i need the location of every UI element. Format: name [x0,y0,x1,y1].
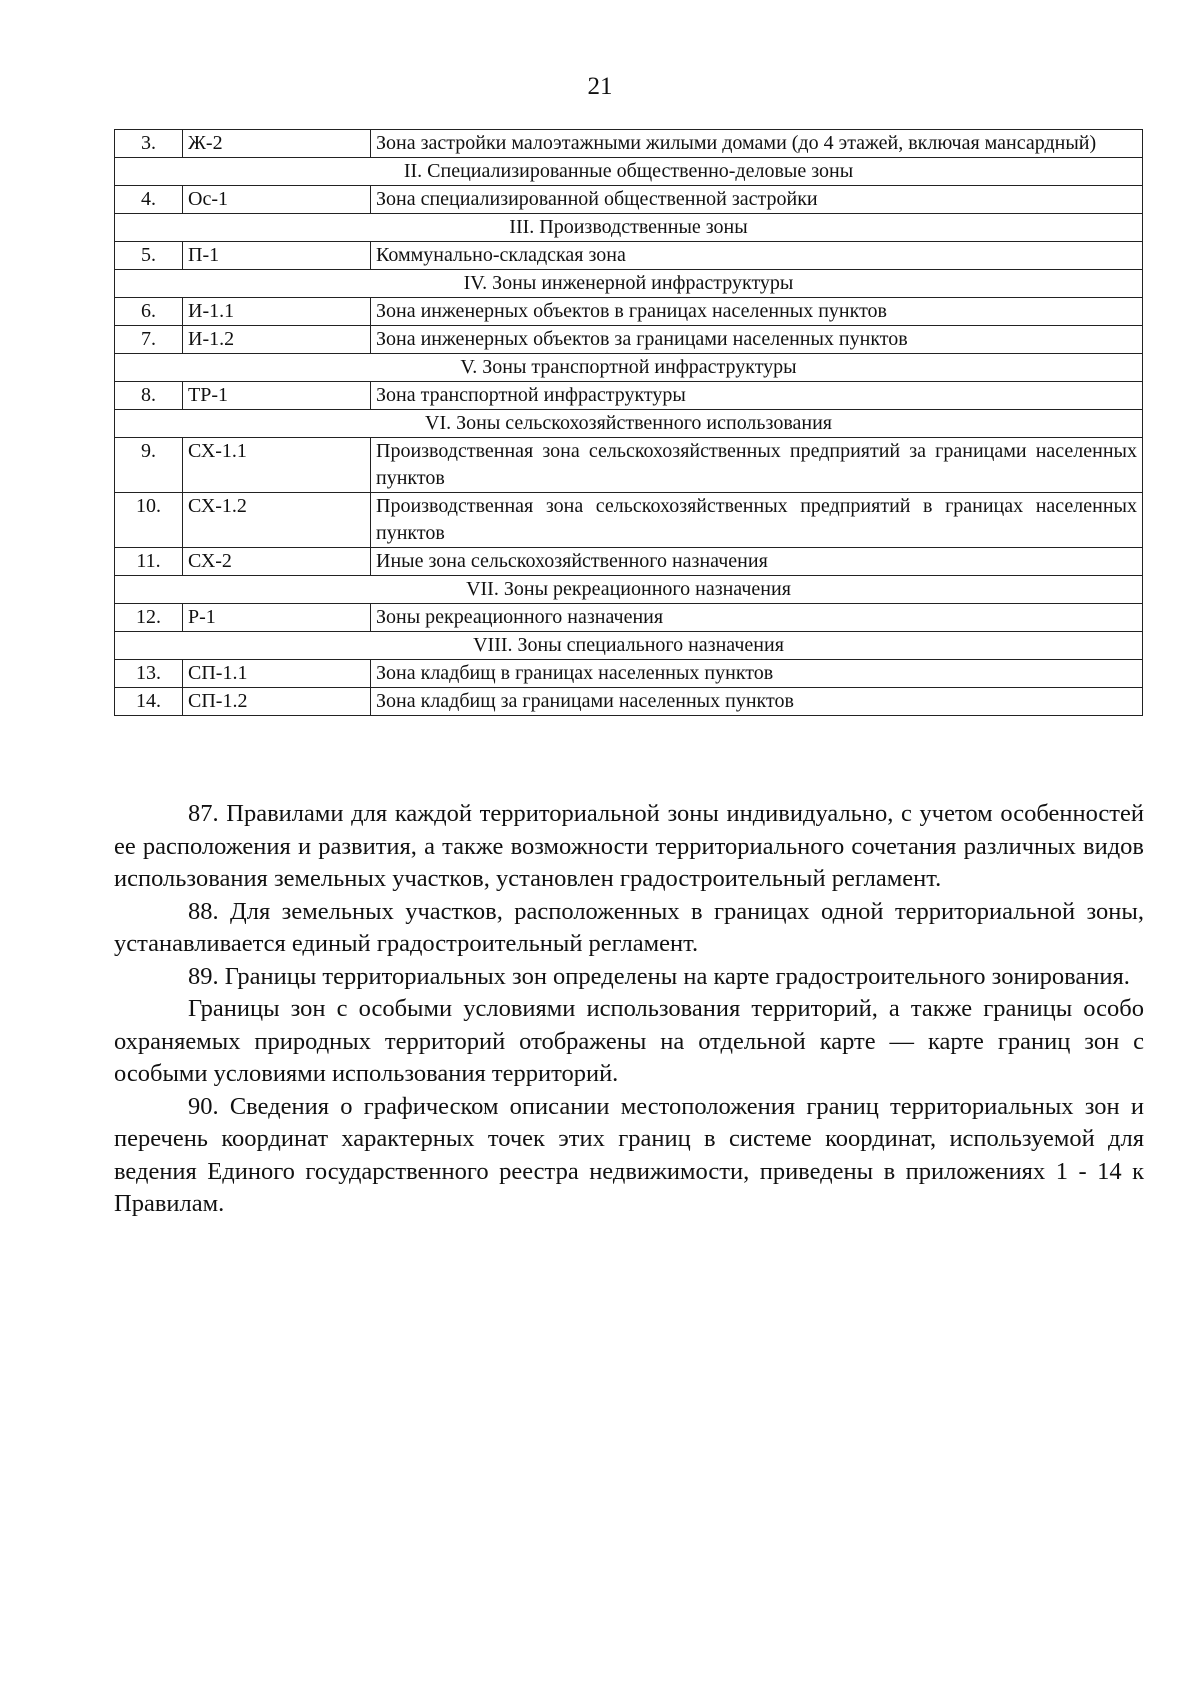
zone-name: Иные зона сельскохозяйственного назначения [371,548,1143,576]
zone-code: СП-1.1 [183,660,371,688]
paragraph-87: 87. Правилами для каждой территориальной зоны индивидуально, с учетом особенностей ее расположения и развития, а также возможности территориального сочетания различных видов использования земельных участков, установлен градостроительный регламент. [114,800,1144,892]
zone-code: И-1.2 [183,326,371,354]
table-row [115,438,1143,493]
section-row [115,158,1143,186]
zone-code: СХ-1.1 [183,438,371,493]
section-row [115,270,1143,298]
zone-code: СХ-2 [183,548,371,576]
table-row [115,688,1143,716]
paragraph-89-continued: Границы зон с особыми условиями использования территорий, а также границы особо охраняемых природных территорий отображены на отдельной карте — карте границ зон с особыми условиями использования территорий. [114,995,1144,1087]
zone-code: Ос-1 [183,186,371,214]
row-number: 4. [115,186,183,214]
row-number: 11. [115,548,183,576]
section-title: VI. Зоны сельскохозяйственного использования [115,410,1143,438]
section-row [115,410,1143,438]
section-row [115,214,1143,242]
body-text [114,798,1144,1221]
zone-code: СП-1.2 [183,688,371,716]
zone-name: Производственная зона сельскохозяйственных предприятий в границах населенных пунктов [371,493,1143,548]
section-title: VII. Зоны рекреационного назначения [115,576,1143,604]
paragraph-89: 89. Границы территориальных зон определены на карте градостроительного зонирования. [188,962,1130,990]
row-number: 12. [115,604,183,632]
zone-name: Производственная зона сельскохозяйственных предприятий за границами населенных пунктов [371,438,1143,493]
zone-name: Зона специализированной общественной застройки [371,186,1143,214]
table-row [115,186,1143,214]
row-number: 3. [115,130,183,158]
paragraph-88: 88. Для земельных участков, расположенных в границах одной территориальной зоны, устанавливается единый градостроительный регламент. [114,897,1144,957]
row-number: 14. [115,688,183,716]
zone-code: П-1 [183,242,371,270]
zones-table [114,129,1143,716]
row-number: 9. [115,438,183,493]
zone-name: Коммунально-складская зона [371,242,1143,270]
zone-code: СХ-1.2 [183,493,371,548]
zone-name: Зона инженерных объектов за границами населенных пунктов [371,326,1143,354]
section-row [115,576,1143,604]
row-number: 5. [115,242,183,270]
section-title: IV. Зоны инженерной инфраструктуры [115,270,1143,298]
paragraph-90: 90. Сведения о графическом описании местоположения границ территориальных зон и перечень координат характерных точек этих границ в системе координат, используемой для ведения Единого государственного реестра недвижимости, приведены в приложениях 1 - 14 к Правилам. [114,1092,1144,1217]
table-row [115,548,1143,576]
zone-code: И-1.1 [183,298,371,326]
section-title: II. Специализированные общественно-деловые зоны [115,158,1143,186]
zone-code: Ж-2 [183,130,371,158]
zone-name: Зона инженерных объектов в границах населенных пунктов [371,298,1143,326]
table-row [115,130,1143,158]
table-row [115,326,1143,354]
table-row [115,298,1143,326]
row-number: 13. [115,660,183,688]
zone-name: Зона застройки малоэтажными жилыми домами (до 4 этажей, включая мансардный) [371,130,1143,158]
row-number: 6. [115,298,183,326]
section-row [115,632,1143,660]
row-number: 8. [115,382,183,410]
section-title: III. Производственные зоны [115,214,1143,242]
section-title: VIII. Зоны специального назначения [115,632,1143,660]
table-row [115,382,1143,410]
table-row [115,493,1143,548]
table-row [115,660,1143,688]
zone-code: ТР-1 [183,382,371,410]
zone-name: Зона кладбищ в границах населенных пунктов [371,660,1143,688]
zone-name: Зона транспортной инфраструктуры [371,382,1143,410]
zone-name: Зона кладбищ за границами населенных пунктов [371,688,1143,716]
section-title: V. Зоны транспортной инфраструктуры [115,354,1143,382]
row-number: 10. [115,493,183,548]
table-row [115,242,1143,270]
zone-code: Р-1 [183,604,371,632]
row-number: 7. [115,326,183,354]
page-number: 21 [587,73,613,100]
table-row [115,604,1143,632]
zone-name: Зоны рекреационного назначения [371,604,1143,632]
section-row [115,354,1143,382]
